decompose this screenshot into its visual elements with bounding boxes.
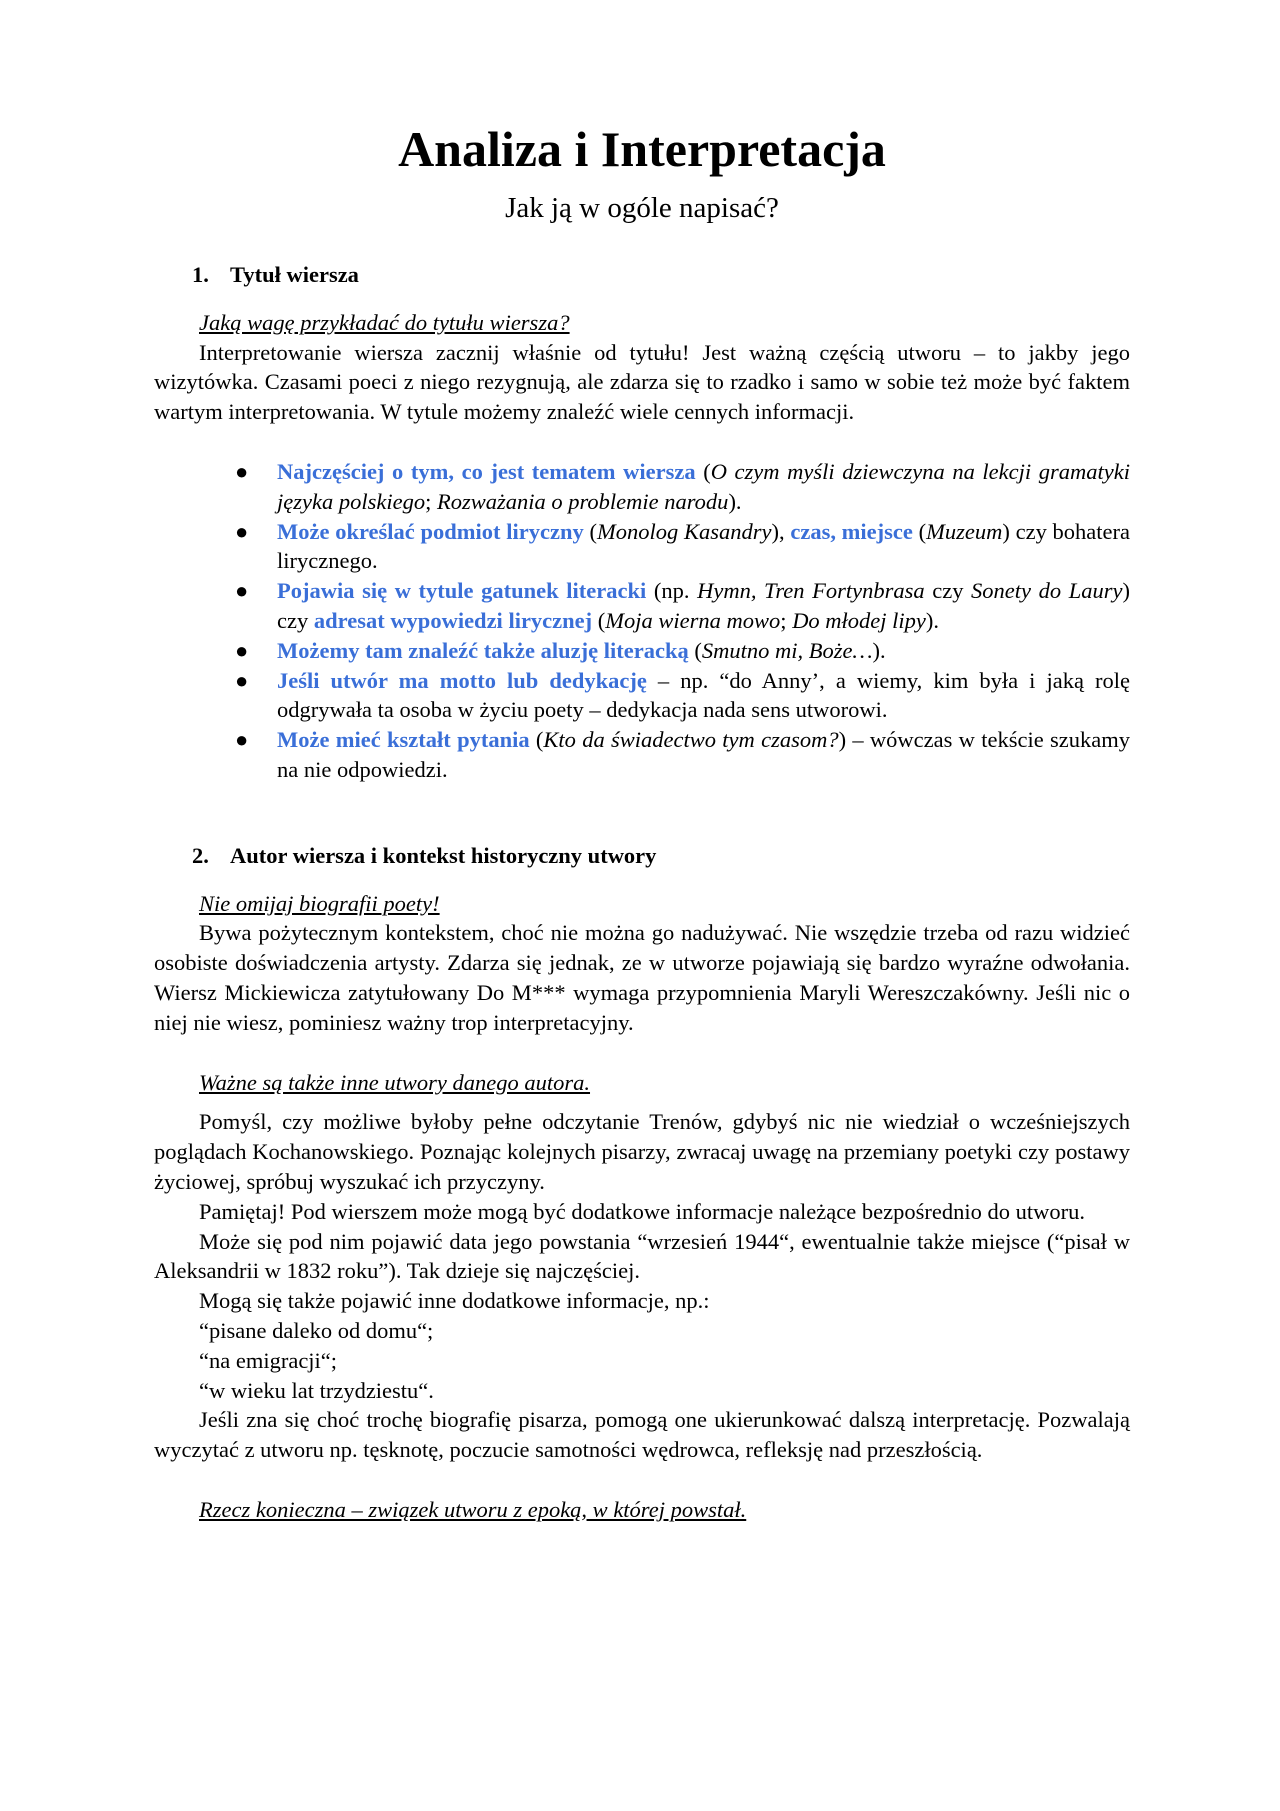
list-item <box>235 517 1131 577</box>
italic-text: Hymn, Tren Fortynbrasa <box>697 578 925 604</box>
section-2-lead-biography: Nie omijaj biografii poety! <box>199 890 440 916</box>
section-1-intro: Interpretowanie wiersza zacznij właśnie od tytułu! Jest ważną częścią utworu – to jakby jego wizytówka. Czasami poeci z niego rezygnują, ale zdarza się to rzadko i samo w sobie też może być faktem wartym interpretowania. W tytule możemy znaleźć wiele cennych informacji. <box>154 339 1130 425</box>
spacer <box>154 1097 1130 1107</box>
italic-text: Smutno mi, Boże… <box>701 637 873 663</box>
highlight-text: Jeśli utwór ma motto lub dedykację <box>277 667 647 693</box>
section-2-number: 2. <box>192 842 209 868</box>
quote-line: “w wieku lat trzydziestu“. <box>199 1377 434 1403</box>
section-2-lead-other-works: Ważne są także inne utwory danego autora. <box>199 1069 591 1095</box>
list-item <box>235 636 1130 666</box>
list-item <box>235 725 1130 785</box>
body-text: ) czy <box>277 578 1130 633</box>
body-text: ). <box>872 637 886 663</box>
bullet-icon: ● <box>235 518 249 544</box>
quote-line: “pisane daleko od domu“; <box>199 1317 434 1343</box>
section-2-paragraph: Pamiętaj! Pod wierszem może mogą być dodatkowe informacje należące bezpośrednio do utworu. <box>199 1198 1085 1224</box>
section-2-paragraph: Bywa pożytecznym kontekstem, choć nie można go nadużywać. Nie wszędzie trzeba od razu widzieć osobiste doświadczenia artysty. Zdarza się jednak, ze w utworze pojawiają się bardzo wyraźne odwołania. Wiersz Mickiewicza zatytułowany Do M*** wymaga przypomnienia Maryli Wereszczakówny. Jeśli nic o niej nie wiesz, pominiesz ważny trop interpretacyjny. <box>154 920 1130 1035</box>
body-text: ( <box>695 458 711 484</box>
section-2-title: Autor wiersza i kontekst historyczny utwory <box>230 842 657 868</box>
bullet-icon: ● <box>235 727 249 753</box>
highlight-text: Pojawia się w tytule gatunek literacki <box>277 578 647 604</box>
body-text: czy <box>924 578 972 604</box>
body-text: ( <box>592 607 606 633</box>
body-text: ( <box>529 727 544 753</box>
section-2-paragraph: Pomyśl, czy możliwe byłoby pełne odczytanie Trenów, gdybyś nic nie wiedział o wcześniejszych poglądach Kochanowskiego. Poznając kolejnych pisarzy, zwracaj uwagę na przemiany poetyki czy postawy życiowej, spróbuj wyszukać ich przyczyny. <box>154 1109 1130 1194</box>
body-text: ( <box>912 518 927 544</box>
spacer <box>154 1465 1130 1495</box>
body-text: (np. <box>646 578 698 604</box>
section-1-number: 1. <box>192 262 209 287</box>
body-text: ). <box>925 607 940 633</box>
bullet-icon: ● <box>235 458 249 484</box>
list-item <box>235 576 1130 636</box>
spacer <box>154 1038 1130 1068</box>
section-2-lead-epoch: Rzecz konieczna – związek utworu z epoką, w której powstał. <box>199 1496 747 1522</box>
body-text: – np. “do Anny’, a wiemy, kim była i jaką rolę odgrywała ta osoba w życiu poety – dedykacja nada sens utworowi. <box>277 667 1130 723</box>
body-text: ( <box>688 637 702 663</box>
body-text: ) czy bohatera lirycznego. <box>277 518 1131 574</box>
highlight-text: Może mieć kształt pytania <box>277 727 530 753</box>
italic-text: Do młodej lipy <box>792 607 926 633</box>
section-2-paragraph: Może się pod nim pojawić data jego powstania “wrzesień 1944“, ewentualnie także miejsce (“pisał w Aleksandrii w 1832 roku”). Tak dzieje się najczęściej. <box>154 1228 1130 1284</box>
title-info-list <box>154 457 1130 785</box>
body-text: ) – wówczas w tekście szukamy na nie odpowiedzi. <box>277 727 1130 782</box>
body-text: ( <box>583 518 597 544</box>
list-item <box>235 666 1130 726</box>
bullet-icon: ● <box>235 578 249 604</box>
document-content <box>154 118 1130 1525</box>
highlight-text: Najczęściej o tym, co jest tematem wiersza <box>277 458 696 484</box>
italic-text: Rozważania o problemie narodu <box>436 488 729 514</box>
section-2-paragraph: Jeśli zna się choć trochę biografię pisarza, pomogą one ukierunkować dalszą interpretację. Pozwalają wyczytać z utworu np. tęsknotę, poczucie samotności wędrowca, refleksję nad przeszłością. <box>154 1407 1130 1463</box>
bullet-icon: ● <box>235 637 249 663</box>
section-2-heading <box>154 841 1130 871</box>
highlight-text: Możemy tam znaleźć także aluzję literacką <box>277 637 689 663</box>
body-text: ). <box>728 488 742 514</box>
italic-text: Moja wierna mowo <box>605 607 781 633</box>
italic-text: Monolog Kasandry <box>596 518 772 544</box>
section-2-paragraph: Mogą się także pojawić inne dodatkowe informacje, np.: <box>199 1288 710 1314</box>
body-text: ; <box>425 488 437 514</box>
section-1-heading <box>154 260 1130 290</box>
section-1-title: Tytuł wiersza <box>230 262 359 287</box>
italic-text: Muzeum <box>926 518 1003 544</box>
italic-text: Sonety do Laury <box>971 578 1123 604</box>
quote-line: “na emigracji“; <box>199 1347 338 1373</box>
highlight-text: adresat wypowiedzi lirycznej <box>313 607 593 633</box>
body-text: ), <box>771 518 791 544</box>
section-1-lead: Jaką wagę przykładać do tytułu wiersza? <box>199 309 570 335</box>
bullet-icon: ● <box>235 667 249 693</box>
list-item <box>235 457 1130 517</box>
body-text: ; <box>780 607 793 633</box>
italic-text: O czym myśli dziewczyna na lekcji gramatyki języka polskiego <box>277 458 1130 514</box>
page-subtitle: Jak ją w ogóle napisać? <box>505 192 779 224</box>
page-title: Analiza i Interpretacja <box>398 121 886 177</box>
highlight-text: czas, miejsce <box>790 518 913 544</box>
highlight-text: Może określać podmiot liryczny <box>277 518 584 544</box>
italic-text: Kto da świadectwo tym czasom? <box>543 727 839 753</box>
